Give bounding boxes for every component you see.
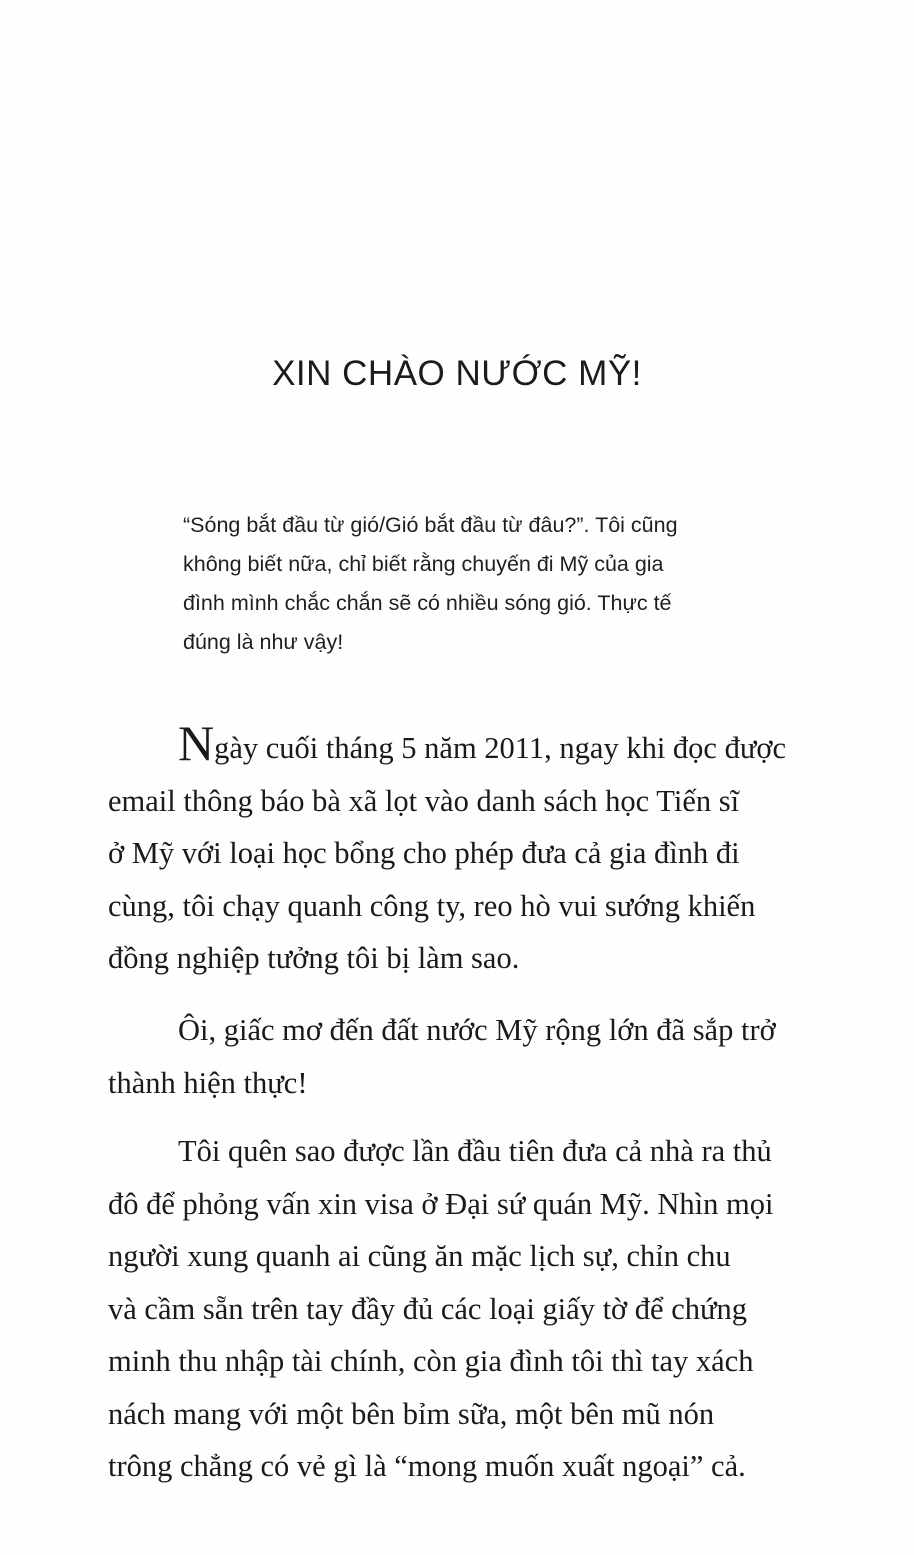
- paragraph-line: [108, 715, 787, 775]
- paragraph-line: đô để phỏng vấn xin visa ở Đại sứ quán Mỹ. Nhìn mọi: [108, 1186, 774, 1221]
- paragraph-3: [108, 1125, 773, 1493]
- paragraph-line: email thông báo bà xã lọt vào danh sách học Tiến sĩ: [108, 783, 740, 818]
- paragraph-line: nách mang với một bên bỉm sữa, một bên mũ nón: [108, 1396, 715, 1431]
- epigraph-line: không biết nữa, chỉ biết rằng chuyến đi Mỹ của gia: [183, 552, 664, 576]
- epigraph-line: đúng là như vậy!: [183, 630, 344, 654]
- paragraph-line: minh thu nhập tài chính, còn gia đình tôi thì tay xách: [108, 1344, 754, 1378]
- epigraph-line: đình mình chắc chắn sẽ có nhiều sóng gió. Thực tế: [183, 591, 672, 615]
- paragraph-line: Tôi quên sao được lần đầu tiên đưa cả nhà ra thủ: [178, 1134, 772, 1168]
- paragraph-line: ở Mỹ với loại học bổng cho phép đưa cả gia đình đi: [108, 836, 740, 870]
- paragraph-line: Ôi, giấc mơ đến đất nước Mỹ rộng lớn đã sắp trở: [178, 1013, 776, 1047]
- epigraph: [183, 506, 843, 662]
- paragraph-line: cùng, tôi chạy quanh công ty, reo hò vui sướng khiến: [108, 888, 756, 923]
- paragraph-line: đồng nghiệp tưởng tôi bị làm sao.: [108, 941, 520, 975]
- paragraph-line: người xung quanh ai cũng ăn mặc lịch sự, chỉn chu: [108, 1239, 731, 1273]
- paragraph-line: thành hiện thực!: [108, 1065, 308, 1100]
- paragraph-line-text: gày cuối tháng 5 năm 2011, ngay khi đọc được: [214, 731, 787, 765]
- paragraph-1: [108, 715, 787, 985]
- paragraph-line: trông chẳng có vẻ gì là “mong muốn xuất ngoại” cả.: [108, 1449, 746, 1483]
- drop-cap: N: [178, 715, 215, 771]
- paragraph-2: [108, 1004, 776, 1109]
- epigraph-line: “Sóng bắt đầu từ gió/Gió bắt đầu từ đâu?”. Tôi cũng: [183, 513, 678, 537]
- paragraph-line: và cầm sẵn trên tay đầy đủ các loại giấy tờ để chứng: [108, 1291, 748, 1326]
- chapter-title: XIN CHÀO NƯỚC MỸ!: [272, 354, 642, 393]
